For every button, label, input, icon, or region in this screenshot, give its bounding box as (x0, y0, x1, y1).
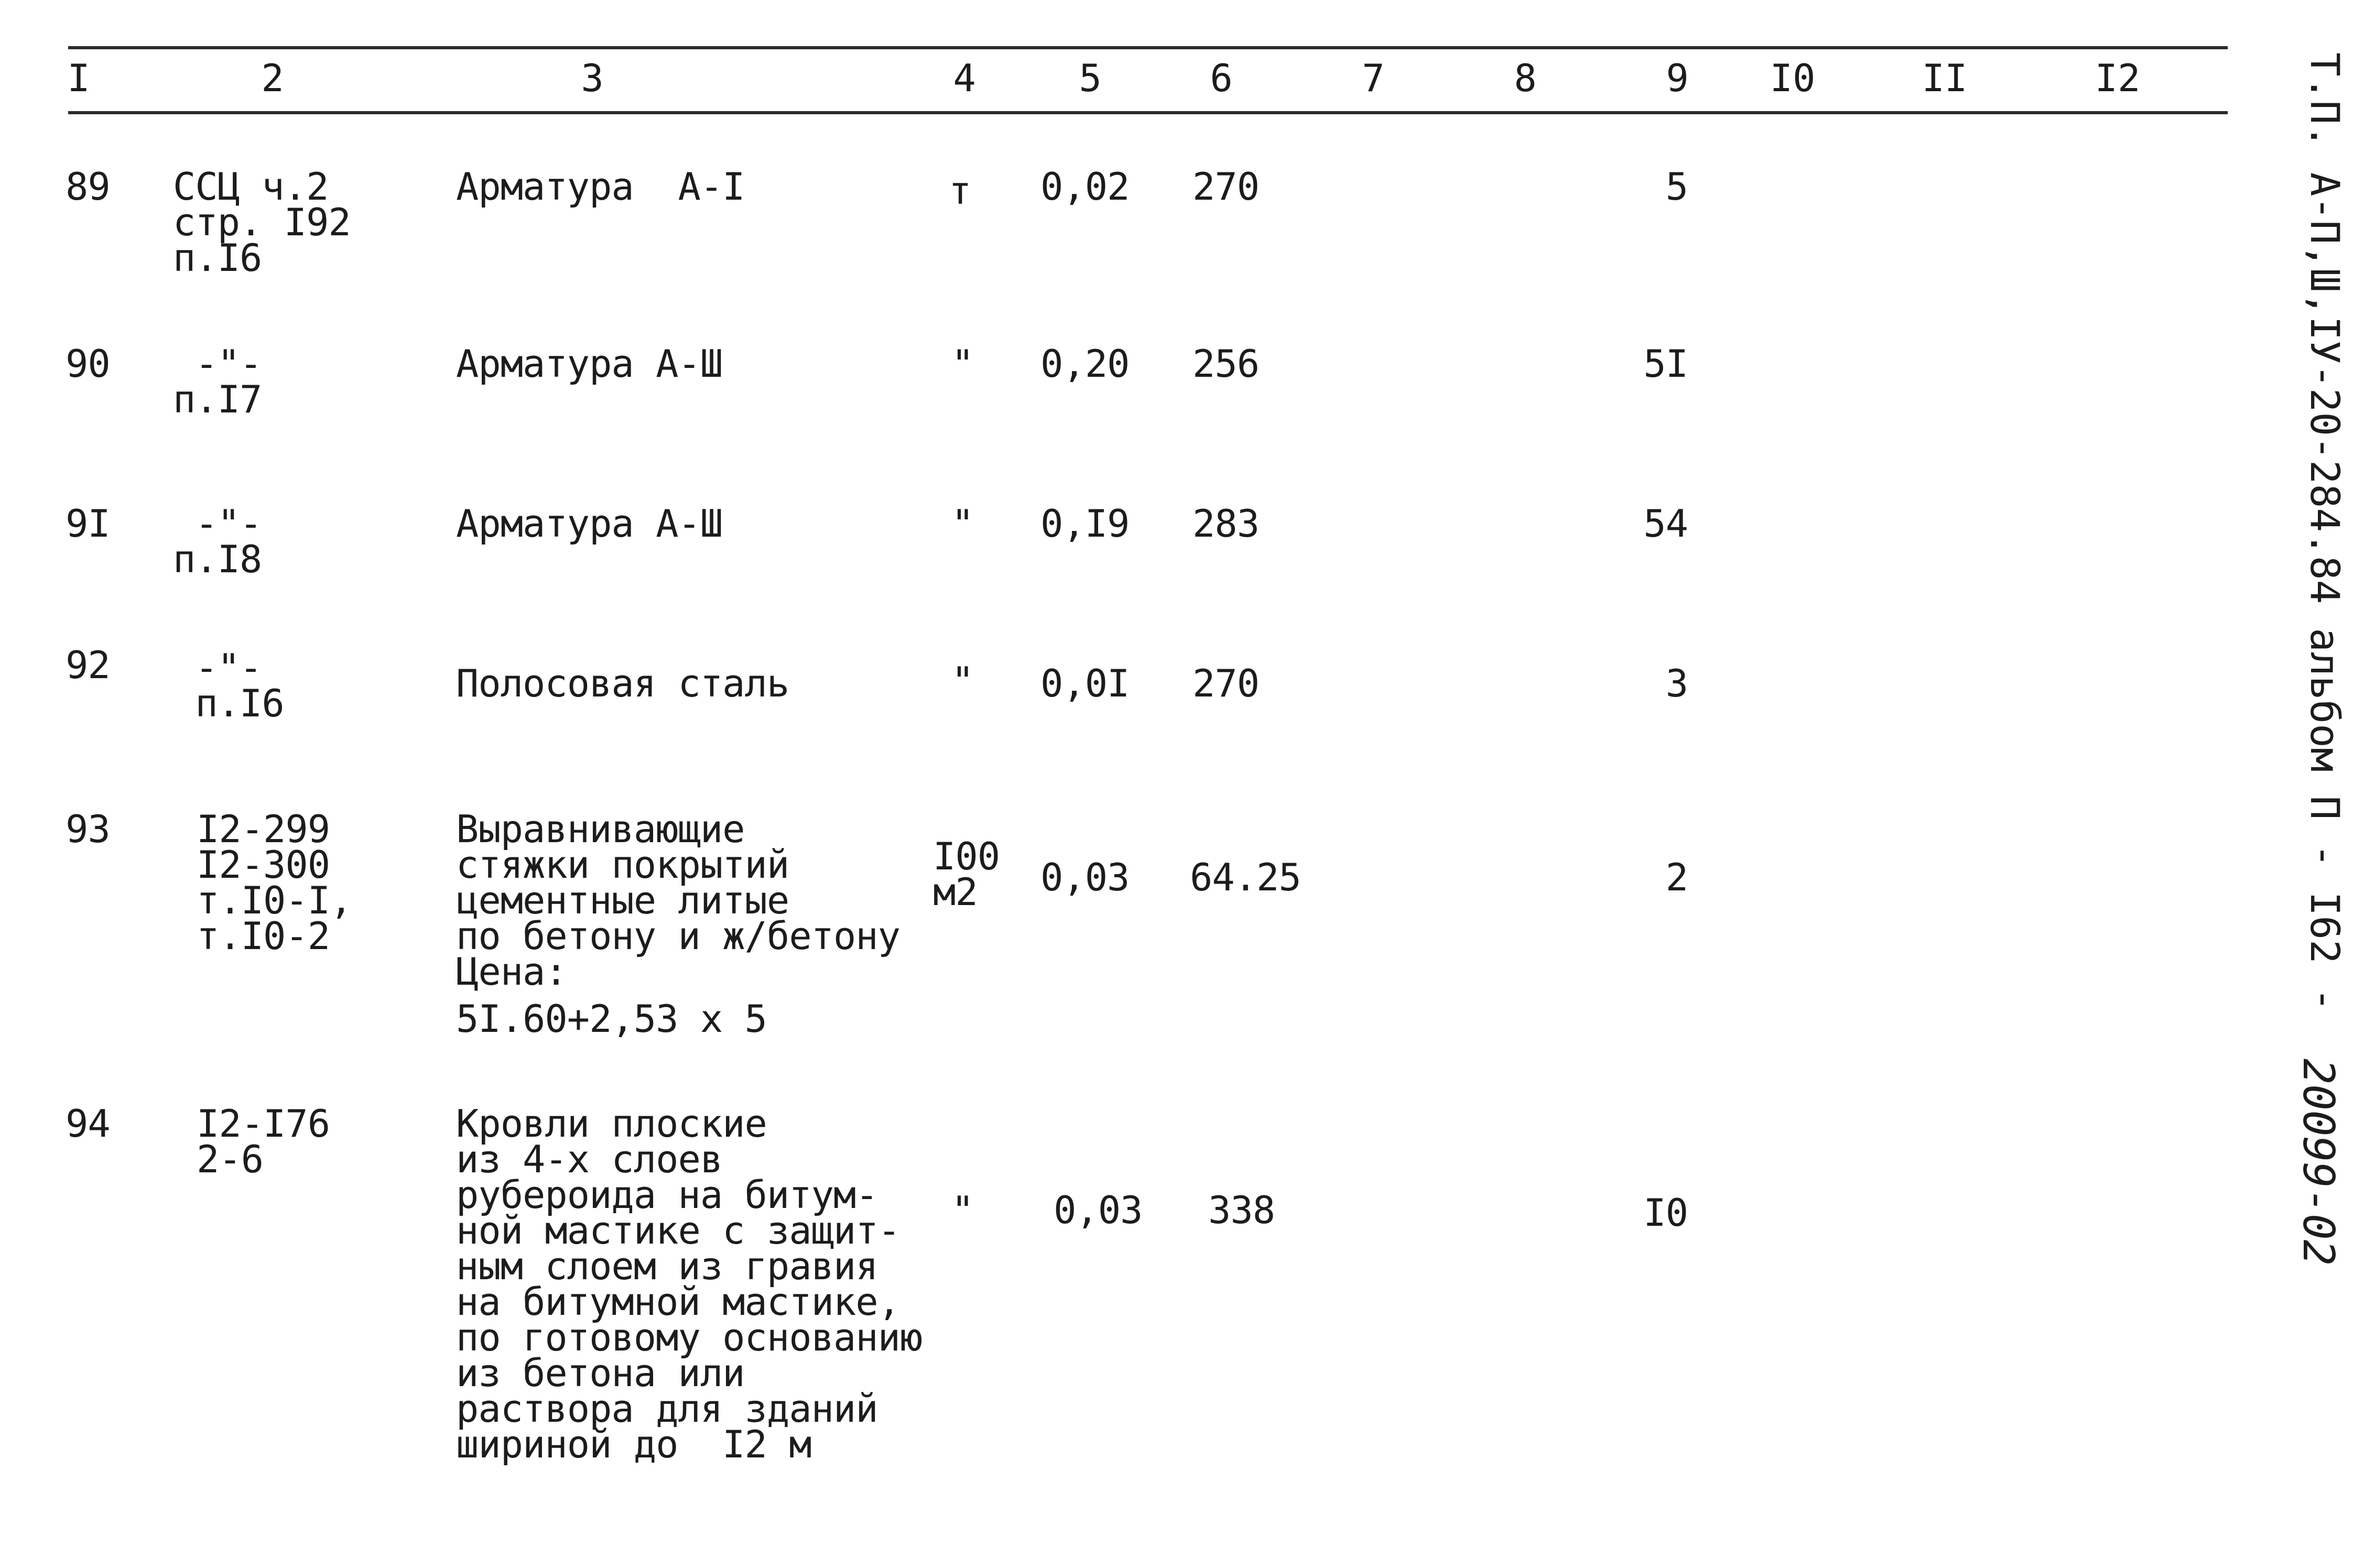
row-number: 89 (66, 165, 110, 209)
row-total: 5 (1665, 165, 1688, 209)
row-number: 94 (66, 1102, 110, 1146)
row-code: -"- п.I8 (173, 502, 262, 581)
row-total: 5I (1643, 342, 1688, 386)
col-header-3: 3 (581, 56, 604, 100)
row-quantity: 0,20 (1040, 342, 1130, 386)
row-price: 270 (1192, 165, 1260, 209)
col-header-4: 4 (953, 56, 976, 100)
row-number: 9I (66, 502, 110, 546)
row-name: Арматура А-Ш (456, 342, 723, 386)
row-total: I0 (1643, 1191, 1688, 1235)
row-quantity: 0,I9 (1040, 502, 1130, 546)
row-code: -"- п.I7 (173, 342, 262, 421)
row-code: ССЦ ч.2 стр. I92 п.I6 (173, 165, 351, 280)
row-code: -"- п.I6 (195, 646, 284, 725)
row-price: 283 (1192, 502, 1260, 546)
col-header-11: II (1922, 56, 1968, 100)
row-unit: " (951, 659, 974, 703)
row-number: 90 (66, 342, 110, 386)
row-unit: " (951, 1188, 974, 1232)
row-name: Полосовая сталь (456, 661, 789, 705)
document-reference-label: Т.П. А-П,Ш,IУ-20-284.84 альбом П - I62 - (2302, 52, 2348, 1012)
row-unit: " (951, 502, 974, 546)
row-price: 64.25 (1190, 855, 1301, 899)
row-price: 338 (1208, 1188, 1275, 1232)
col-header-1: I (67, 56, 90, 100)
col-header-10: I0 (1770, 56, 1816, 100)
col-header-8: 8 (1514, 56, 1537, 100)
col-header-5: 5 (1079, 56, 1102, 100)
row-name: Арматура А-I (456, 165, 745, 209)
row-unit: т (949, 169, 971, 213)
row-number: 92 (66, 643, 110, 687)
row-quantity: 0,03 (1040, 855, 1130, 899)
col-header-12: I2 (2095, 56, 2141, 100)
row-quantity: 0,0I (1040, 661, 1130, 705)
header-rule-top (68, 46, 2228, 49)
row-total: 3 (1665, 661, 1688, 705)
col-header-7: 7 (1362, 56, 1385, 100)
col-header-9: 9 (1666, 56, 1689, 100)
row-quantity: 0,02 (1040, 165, 1130, 209)
row-price: 256 (1192, 342, 1260, 386)
row-quantity: 0,03 (1054, 1188, 1143, 1232)
row-unit: " (951, 342, 974, 386)
row-price-note: 5I.60+2,53 x 5 (456, 997, 767, 1041)
row-unit: I00 м2 (933, 834, 1000, 914)
row-price: 270 (1192, 661, 1260, 705)
row-name: Арматура А-Ш (456, 502, 723, 546)
row-total: 54 (1643, 502, 1688, 546)
header-rule-bottom (68, 111, 2228, 114)
row-total: 2 (1665, 855, 1688, 899)
document-inventory-code: 20099-02 (2293, 1059, 2343, 1266)
row-code: I2-I76 2-6 (197, 1102, 330, 1181)
row-number: 93 (66, 807, 110, 851)
row-code: I2-299 I2-300 т.I0-I, т.I0-2 (197, 807, 352, 958)
row-name: Выравнивающие стяжки покрытий цементные литые по бетону и ж/бетону Цена: (456, 807, 900, 994)
row-name: Кровли плоские из 4-х слоев рубероида на битум- ной мастике с защит- ным слоем из гравия на битумной мастике, по готовому основанию из бетона или раствора для зданий шириной до I2 м (456, 1102, 923, 1466)
col-header-2: 2 (261, 56, 284, 100)
col-header-6: 6 (1210, 56, 1233, 100)
